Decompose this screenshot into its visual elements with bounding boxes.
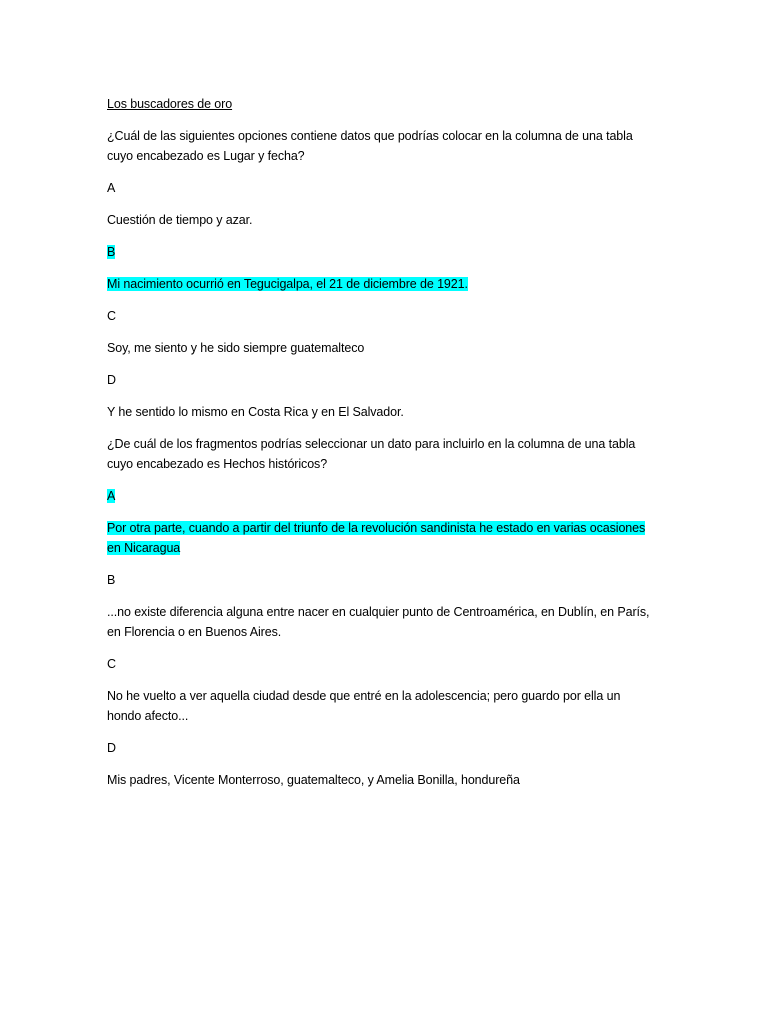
q2-option-c-text: No he vuelto a ver aquella ciudad desde que entré en la adolescencia; pero guardo por ella un hondo afecto... xyxy=(107,689,621,723)
q1-option-a-text: Cuestión de tiempo y azar. xyxy=(107,213,253,227)
q2-option-c-letter: C xyxy=(107,657,116,671)
q2-option-a-letter-paragraph xyxy=(107,486,652,506)
q2-option-b-text: ...no existe diferencia alguna entre nacer en cualquier punto de Centroamérica, en Dublín, en París, en Florencia o en Buenos Aires. xyxy=(107,605,650,639)
q1-option-b-letter: B xyxy=(107,245,116,259)
q1-option-c-text: Soy, me siento y he sido siempre guatemalteco xyxy=(107,341,365,355)
q1-option-c-letter: C xyxy=(107,309,116,323)
question-2-prompt: ¿De cuál de los fragmentos podrías seleccionar un dato para incluirlo en la columna de una tabla cuyo encabezado es Hechos históricos? xyxy=(107,437,636,471)
q1-option-b-text-paragraph xyxy=(107,274,652,294)
q2-option-a-text-paragraph xyxy=(107,518,652,558)
document-title-paragraph xyxy=(107,94,652,114)
document-title: Los buscadores de oro xyxy=(107,97,233,111)
q1-option-b-letter-paragraph xyxy=(107,242,652,262)
q2-option-d-text: Mis padres, Vicente Monterroso, guatemalteco, y Amelia Bonilla, hondureña xyxy=(107,773,520,787)
q2-option-a-text: Por otra parte, cuando a partir del triunfo de la revolución sandinista he estado en varias ocasiones en Nicaragua xyxy=(107,521,646,555)
q2-option-b-letter: B xyxy=(107,573,116,587)
q1-option-b-text: Mi nacimiento ocurrió en Tegucigalpa, el 21 de diciembre de 1921. xyxy=(107,277,468,291)
question-1-prompt: ¿Cuál de las siguientes opciones contiene datos que podrías colocar en la columna de una tabla cuyo encabezado es Lugar y fecha? xyxy=(107,129,633,163)
q1-option-d-letter: D xyxy=(107,373,116,387)
q2-option-a-letter: A xyxy=(107,489,116,503)
q1-option-d-text: Y he sentido lo mismo en Costa Rica y en El Salvador. xyxy=(107,405,404,419)
q2-option-d-letter: D xyxy=(107,741,116,755)
q1-option-a-letter: A xyxy=(107,181,116,195)
document-page xyxy=(107,94,652,802)
